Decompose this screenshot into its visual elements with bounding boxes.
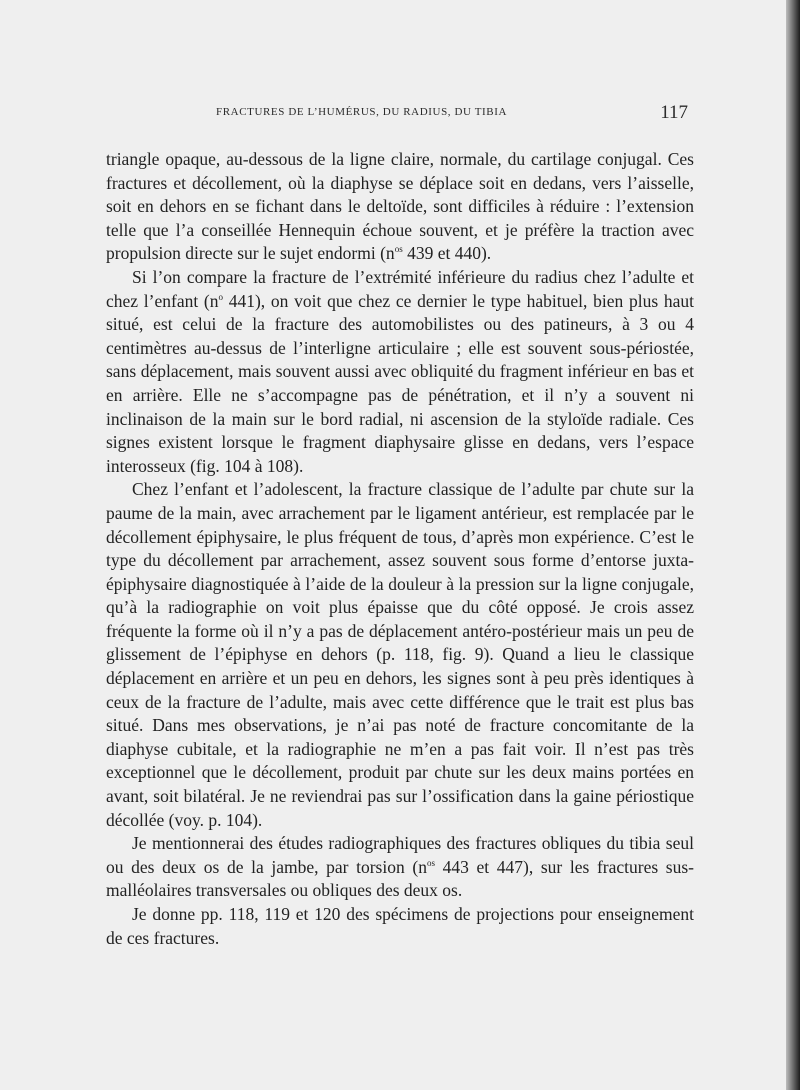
page-edge-shadow	[786, 0, 800, 1090]
paragraph-4	[106, 832, 694, 903]
paragraph-2	[106, 266, 694, 478]
paragraph-text-after: 439 et 440).	[402, 243, 492, 264]
running-title: FRACTURES DE L’HUMÉRUS, DU RADIUS, DU TIBIA	[216, 106, 508, 118]
superscript: os	[394, 244, 403, 255]
paragraph-text-after: 443 et 447), sur les fractures sus-malléolaires transversales ou obliques des deux os.	[106, 856, 694, 901]
superscript: os	[426, 857, 435, 868]
paragraph-text: Si l’on compare la fracture de l’extrémité inférieure du radius chez l’adulte et chez l’enfant (n	[106, 266, 694, 311]
superscript: o	[218, 291, 223, 302]
paragraph-text: Je donne pp. 118, 119 et 120 des spécimens de projections pour enseignement de ces fractures.	[106, 904, 694, 948]
paragraph-text: triangle opaque, au-dessous de la ligne claire, normale, du cartilage conjugal. Ces fractures et décollement, où la diaphyse se déplace soit en dedans, vers l’aisselle, soit en dehors en se fichant dans le deltoïde, sont difficiles à réduire : l’extension telle que l’a conseillée Hennequin échoue souvent, et je préfère la traction avec propulsion directe sur le sujet endormi (n	[106, 149, 694, 264]
paragraph-5	[106, 903, 694, 950]
running-head	[106, 102, 696, 126]
paragraph-1	[106, 148, 694, 266]
paragraph-3	[106, 478, 694, 832]
body-text	[106, 148, 694, 950]
paragraph-text: Je mentionnerai des études radiographiques des fractures obliques du tibia seul ou des deux os de la jambe, par torsion (n	[106, 833, 694, 877]
paragraph-text: Chez l’enfant et l’adolescent, la fracture classique de l’adulte par chute sur la paume de la main, avec arrachement par le ligament antérieur, est remplacée par le décollement épiphysaire, le plus fréquent de tous, d’après mon expérience. C’est le type du décollement par arrachement, assez souvent sous forme d’entorse juxta-épiphysaire diagnostiquée à l’aide de la douleur à la pression sur la ligne conjugale, qu’à la radiographie on voit plus épaisse que du côté opposé. Je crois assez fréquente la forme où il n’y a pas de déplacement antéro-postérieur mais un peu de glissement de l’épiphyse en dehors (p. 118, fig. 9). Quand a lieu le classique déplacement en arrière et un peu en dehors, les signes sont à peu près identiques à ceux de la fracture de l’adulte, mais avec cette différence que le trait est plus bas situé. Dans mes observations, je n’ai pas noté de fracture concomitante de la diaphyse cubitale, et la radiographie ne m’en a pas fait voir. Il n’est pas très exceptionnel que le décollement, produit par chute sur les deux mains portées en avant, soit bilatéral. Je ne reviendrai pas sur l’ossification dans la gaine périostique décollée (voy. p. 104).	[106, 479, 694, 830]
page-number: 117	[660, 102, 688, 123]
paragraph-text-after: 441), on voit que chez ce dernier le type habituel, bien plus haut situé, est celui de la fracture des automobilistes ou des patineurs, à 3 ou 4 centimètres au-dessus de l’interligne articulaire ; elle est souvent sous-périostée, sans déplacement, mais souvent aussi avec obliquité du fragment inférieur en bas et en arrière. Elle ne s’accompagne pas de pénétration, et il n’y a souvent ni inclinaison de la main sur le bord radial, ni ascension de la styloïde radiale. Ces signes existent lorsque le fragment diaphysaire glisse en dedans, vers l’espace interosseux (fig. 104 à 108).	[106, 290, 694, 476]
